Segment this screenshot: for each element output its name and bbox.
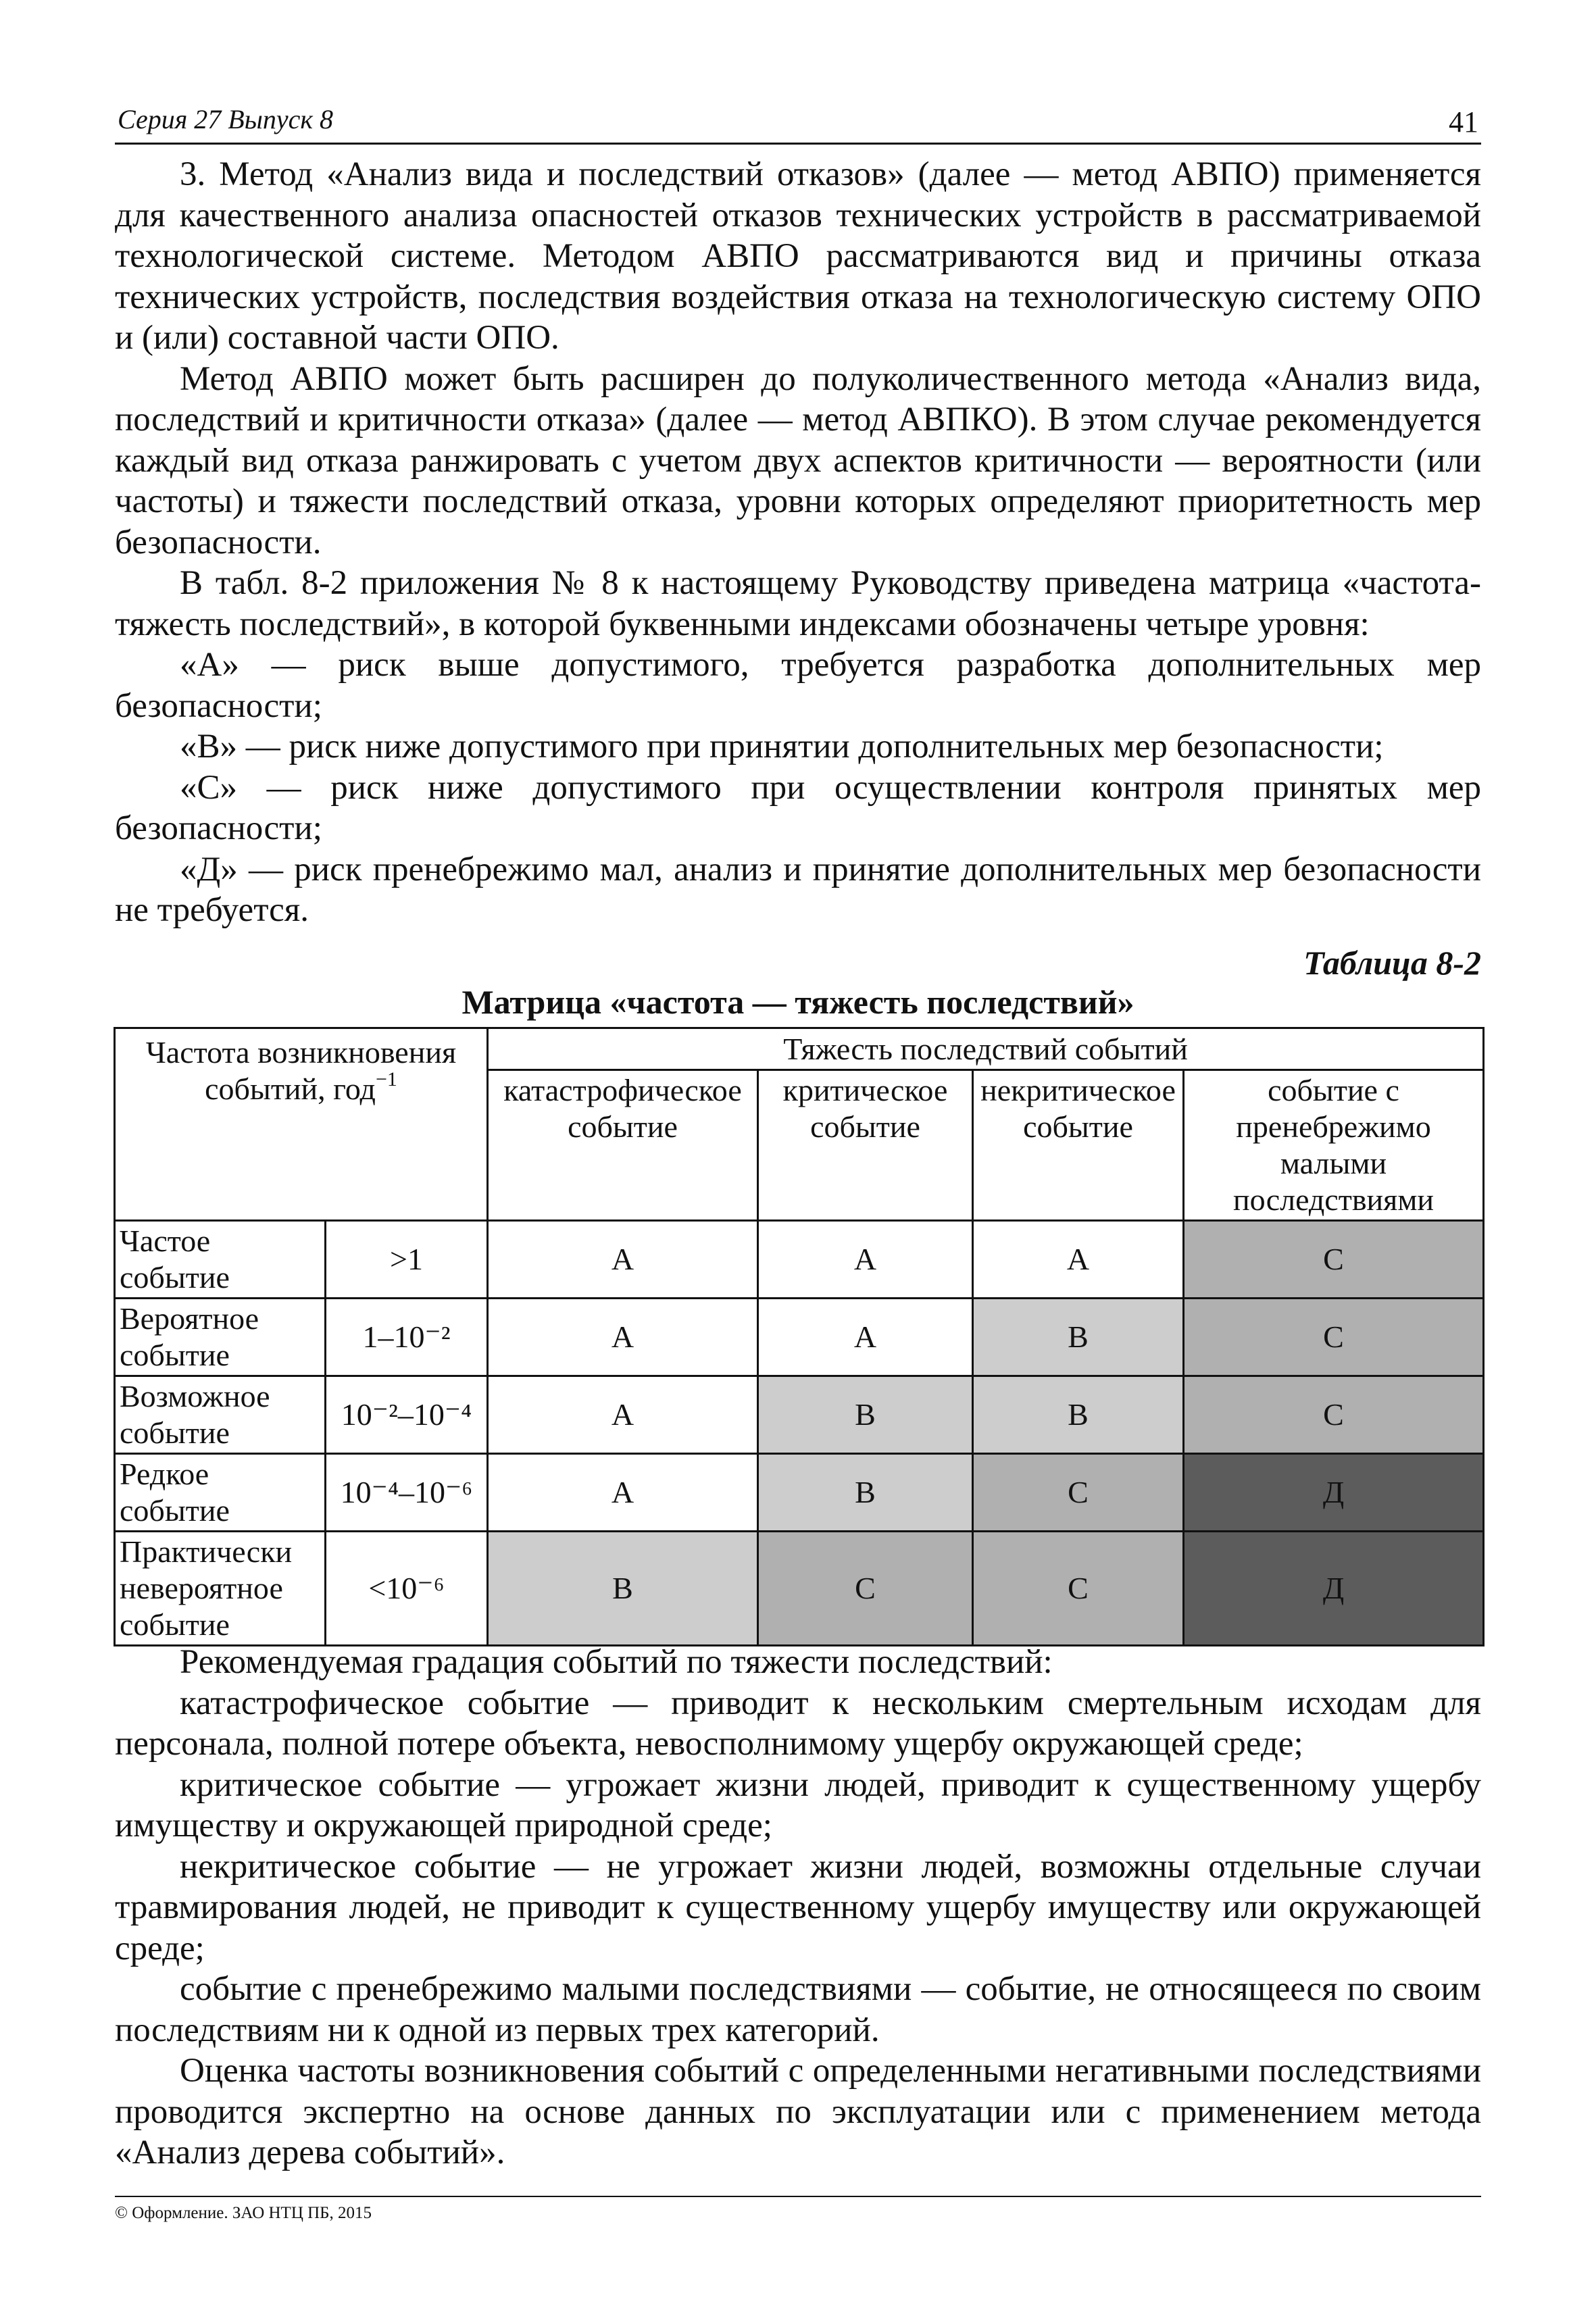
copyright-footer: © Оформление. ЗАО НТЦ ПБ, 2015 [115, 2204, 372, 2222]
severity-col-header: событие с пренебрежимо малыми последствиями [1184, 1070, 1484, 1221]
table-row [115, 1299, 1484, 1376]
risk-matrix-table [114, 1027, 1485, 1646]
paragraph: «С» — риск ниже допустимого при осуществлении контроля принятых мер безопасности; [115, 768, 1481, 847]
table-row [115, 1221, 1484, 1299]
body-text-bottom [115, 1642, 1481, 2173]
running-header [115, 97, 1481, 145]
paragraph: В табл. 8-2 приложения № 8 к настоящему Руководству приведена матрица «частота-тяжесть последствий», в которой буквенными индексами обозначены четыре уровня: [115, 564, 1481, 643]
paragraph: «В» — риск ниже допустимого при принятии дополнительных мер безопасности; [180, 728, 1384, 765]
table-row [115, 1454, 1484, 1532]
row-label: Частое событие [115, 1221, 326, 1299]
severity-col-header: критическое событие [758, 1070, 973, 1221]
row-label: Вероятное событие [115, 1299, 326, 1376]
paragraph: 3. Метод «Анализ вида и последствий отказов» (далее — метод АВПО) применяется для качественного анализа опасностей отказов технических устройств в рассматриваемой технологической системе. Методом АВПО рассматриваются вид и причины отказа технических устройств, последствия воздействия отказа на технологическую систему ОПО и (или) составной части ОПО. [115, 155, 1481, 357]
frequency-header [115, 1028, 488, 1221]
paragraph: событие с пренебрежимо малыми последствиями — событие, не относящееся по своим последствиям ни к одной из первых трех категорий. [115, 1970, 1481, 2049]
severity-header: Тяжесть последствий событий [488, 1028, 1484, 1070]
row-label: Практически невероятное событие [115, 1532, 326, 1646]
risk-cell: Д [1184, 1532, 1484, 1646]
risk-cell: B [758, 1454, 973, 1532]
risk-cell: B [973, 1299, 1184, 1376]
row-label: Редкое событие [115, 1454, 326, 1532]
paragraph: Оценка частоты возникновения событий с определенными негативными последствиями проводится экспертно на основе данных по эксплуатации или с применением метода «Анализ дерева событий». [115, 2052, 1481, 2171]
row-frequency: 10⁻²–10⁻⁴ [326, 1376, 488, 1454]
frequency-header-text: Частота возникновения событий, год [145, 1035, 457, 1106]
table-number: Таблица 8-2 [1303, 944, 1481, 982]
footer-rule [115, 2196, 1481, 2197]
series-label: Серия 27 Выпуск 8 [118, 104, 334, 134]
risk-cell: Д [1184, 1454, 1484, 1532]
frequency-header-sup: −1 [375, 1067, 397, 1090]
table-title: Матрица «частота — тяжесть последствий» [462, 983, 1134, 1021]
risk-cell: A [488, 1221, 758, 1299]
paragraph: Рекомендуемая градация событий по тяжести последствий: [180, 1643, 1053, 1681]
severity-col-header: катастрофическое событие [488, 1070, 758, 1221]
paragraph: катастрофическое событие — приводит к нескольким смертельным исходам для персонала, полной потере объекта, невосполнимому ущербу окружающей среде; [115, 1684, 1481, 1763]
risk-cell: C [758, 1532, 973, 1646]
risk-cell: B [758, 1376, 973, 1454]
paragraph: Метод АВПО может быть расширен до полуколичественного метода «Анализ вида, последствий и критичности отказа» (далее — метод АВПКО). В этом случае рекомендуется каждый вид отказа ранжировать с учетом двух аспектов критичности — вероятности (или частоты) и тяжести последствий отказа, уровни которых определяют приоритетность мер безопасности. [115, 359, 1481, 561]
row-frequency: <10⁻⁶ [326, 1532, 488, 1646]
risk-cell: A [973, 1221, 1184, 1299]
risk-cell: C [1184, 1221, 1484, 1299]
risk-cell: B [488, 1532, 758, 1646]
risk-cell: A [758, 1299, 973, 1376]
row-frequency: 1–10⁻² [326, 1299, 488, 1376]
paragraph: некритическое событие — не угрожает жизни людей, возможны отдельные случаи травмирования людей, не приводит к существенному ущербу имуществу или окружающей среде; [115, 1847, 1481, 1967]
risk-cell: A [488, 1454, 758, 1532]
paragraph: «Д» — риск пренебрежимо мал, анализ и принятие дополнительных мер безопасности не требуется. [115, 850, 1481, 929]
risk-cell: C [1184, 1376, 1484, 1454]
risk-cell: C [1184, 1299, 1484, 1376]
risk-cell: A [758, 1221, 973, 1299]
risk-cell: C [973, 1454, 1184, 1532]
table-row [115, 1532, 1484, 1646]
risk-cell: A [488, 1376, 758, 1454]
row-frequency: >1 [326, 1221, 488, 1299]
row-label: Возможное событие [115, 1376, 326, 1454]
paragraph: «А» — риск выше допустимого, требуется разработка дополнительных мер безопасности; [115, 646, 1481, 725]
page-number: 41 [1449, 105, 1478, 139]
table-row [115, 1376, 1484, 1454]
risk-cell: A [488, 1299, 758, 1376]
risk-cell: C [973, 1532, 1184, 1646]
row-frequency: 10⁻⁴–10⁻⁶ [326, 1454, 488, 1532]
body-text-top [115, 154, 1481, 931]
risk-cell: B [973, 1376, 1184, 1454]
paragraph: критическое событие — угрожает жизни людей, приводит к существенному ущербу имуществу и окружающей природной среде; [115, 1765, 1481, 1844]
severity-col-header: некритическое событие [973, 1070, 1184, 1221]
